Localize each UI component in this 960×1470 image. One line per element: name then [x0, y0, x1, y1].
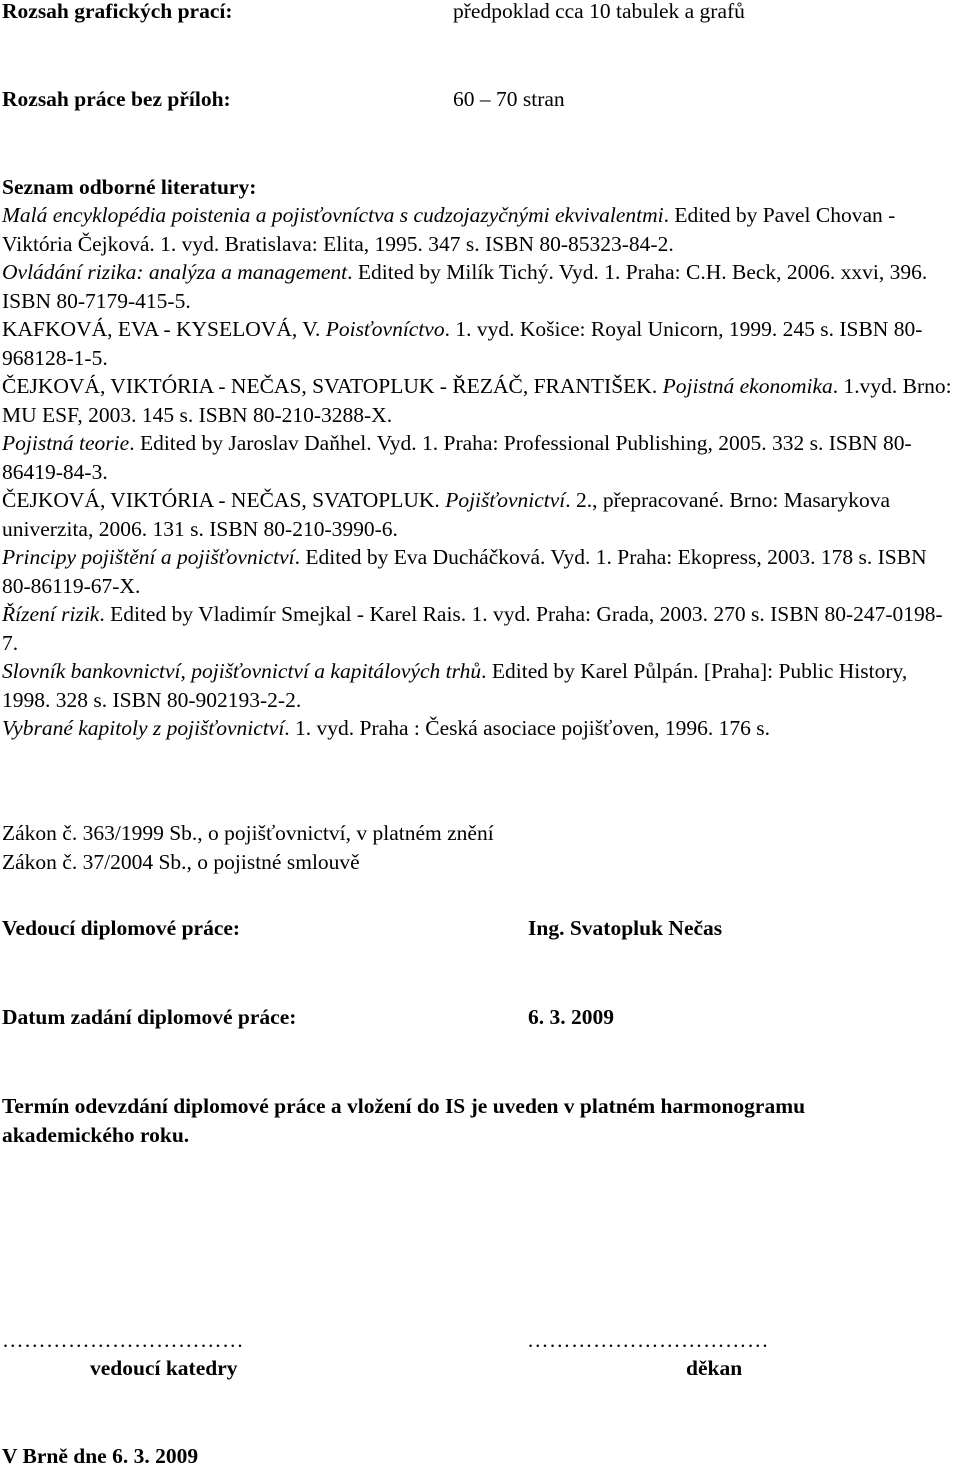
entry-details: . 2., přepracované. Brno: Masarykova univerzita, 2006. 131 s. ISBN 80-210-3990-6. — [2, 488, 891, 541]
entry-authors: KAFKOVÁ, EVA - KYSELOVÁ, V. — [2, 317, 326, 341]
entry-details: . 1. vyd. Košice: Royal Unicorn, 1999. 245 s. ISBN 80-968128-1-5. — [2, 317, 923, 370]
entry-title: Pojišťovnictví — [445, 488, 566, 512]
signature-line-left: …………………………… — [2, 1328, 244, 1352]
literature-entry — [2, 258, 957, 315]
thesis-length-label: Rozsah práce bez příloh: — [2, 87, 231, 111]
place-and-date: V Brně dne 6. 3. 2009 — [2, 1444, 199, 1468]
department-head-label: vedoucí katedry — [90, 1356, 238, 1380]
entry-details: . 1.vyd. Brno: MU ESF, 2003. 145 s. ISBN 80-210-3288-X. — [2, 374, 952, 427]
entry-details: . Edited by Milík Tichý. Vyd. 1. Praha: C.H. Beck, 2006. xxvi, 396. ISBN 80-7179-415-5. — [2, 260, 928, 313]
graphics-scope-value: předpoklad cca 10 tabulek a grafů — [453, 0, 745, 23]
entry-title: Pojistná teorie — [2, 431, 130, 455]
literature-entry — [2, 657, 957, 714]
supervisor-label: Vedoucí diplomové práce: — [2, 916, 241, 940]
supervisor-name: Ing. Svatopluk Nečas — [528, 916, 723, 940]
literature-list — [2, 201, 957, 743]
entry-title: Malá encyklopédia poistenia a pojisťovníctva s cudzojazyčnými ekvivalentmi — [2, 203, 664, 227]
deadline-text: Termín odevzdání diplomové práce a vložení do IS je uveden v platném harmonogramu — [2, 1094, 806, 1118]
law-reference: Zákon č. 37/2004 Sb., o pojistné smlouvě — [2, 850, 360, 874]
literature-entry — [2, 429, 957, 486]
signature-line-right: …………………………… — [527, 1328, 769, 1352]
literature-entry — [2, 201, 957, 258]
literature-entry — [2, 543, 957, 600]
entry-title: Řízení rizik — [2, 602, 100, 626]
entry-authors: ČEJKOVÁ, VIKTÓRIA - NEČAS, SVATOPLUK - ŘEZÁČ, FRANTIŠEK. — [2, 374, 663, 398]
entry-details: . Edited by Vladimír Smejkal - Karel Rais. 1. vyd. Praha: Grada, 2003. 270 s. ISBN 80-247-0198-7. — [2, 602, 943, 655]
assignment-date-value: 6. 3. 2009 — [528, 1005, 614, 1029]
dean-label: děkan — [686, 1356, 743, 1380]
assignment-date-label: Datum zadání diplomové práce: — [2, 1005, 297, 1029]
entry-title: Poisťovníctvo — [325, 317, 445, 341]
thesis-length-value: 60 – 70 stran — [453, 87, 565, 111]
literature-entry — [2, 315, 957, 372]
literature-heading: Seznam odborné literatury: — [2, 175, 257, 199]
entry-details: . Edited by Jaroslav Daňhel. Vyd. 1. Praha: Professional Publishing, 2005. 332 s. ISBN 80-86419-84-3. — [2, 431, 912, 484]
entry-details: . 1. vyd. Praha : Česká asociace pojišťoven, 1996. 176 s. — [284, 716, 770, 740]
entry-details: . Edited by Eva Ducháčková. Vyd. 1. Praha: Ekopress, 2003. 178 s. ISBN 80-86119-67-X. — [2, 545, 927, 598]
graphics-scope-label: Rozsah grafických prací: — [2, 0, 233, 23]
deadline-text: akademického roku. — [2, 1123, 190, 1147]
entry-title: Vybrané kapitoly z pojišťovnictví — [2, 716, 285, 740]
entry-title: Slovník bankovnictví, pojišťovnictví a kapitálových trhů — [2, 659, 482, 683]
entry-title: Pojistná ekonomika — [662, 374, 833, 398]
literature-entry — [2, 714, 957, 743]
entry-title: Principy pojištění a pojišťovnictví — [2, 545, 295, 569]
entry-details: . Edited by Pavel Chovan - Viktória Čejková. 1. vyd. Bratislava: Elita, 1995. 347 s. ISBN 80-85323-84-2. — [2, 203, 896, 256]
entry-title: Ovládání rizika: analýza a management — [2, 260, 348, 284]
entry-authors: ČEJKOVÁ, VIKTÓRIA - NEČAS, SVATOPLUK. — [2, 488, 446, 512]
entry-details: . Edited by Karel Půlpán. [Praha]: Public History, 1998. 328 s. ISBN 80-902193-2-2. — [2, 659, 908, 712]
literature-entry — [2, 486, 957, 543]
literature-entry — [2, 600, 957, 657]
literature-entry — [2, 372, 957, 429]
law-reference: Zákon č. 363/1999 Sb., o pojišťovnictví, v platném znění — [2, 821, 494, 845]
